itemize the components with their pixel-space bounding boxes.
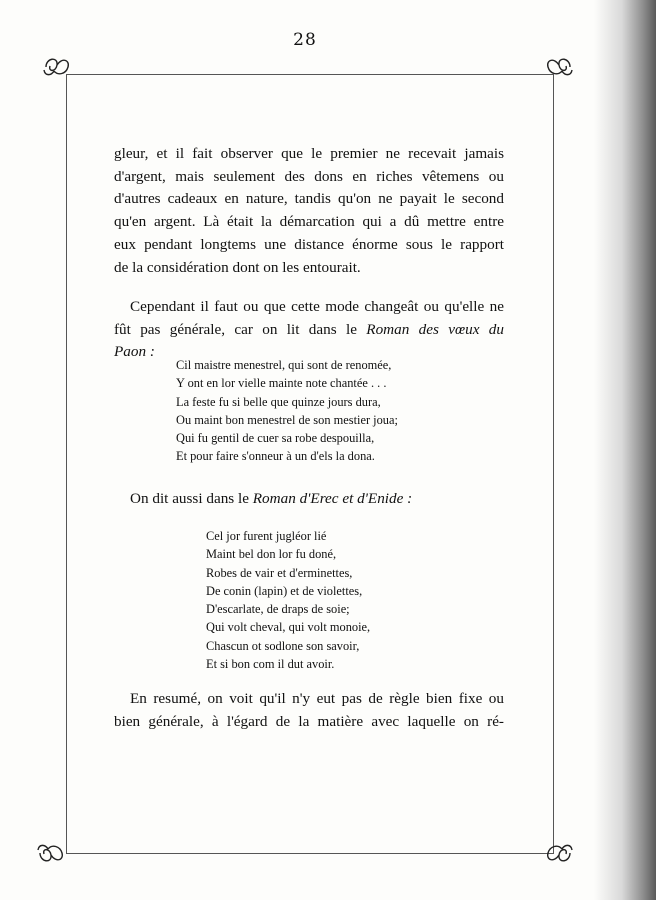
text-line: En resumé, on voit qu'il n'y eut pas de règle bien fixe ou — [130, 690, 504, 707]
verse-line: Y ont en lor vielle mainte note chantée . . . — [176, 376, 387, 391]
verse-quote-1 — [176, 356, 398, 466]
work-title: Paon : — [114, 343, 155, 361]
text-line: d'argent, mais seulement des dons en riches vêtemens ou — [114, 167, 504, 185]
verse-line: Et pour faire s'onneur à un d'els la dona. — [176, 449, 375, 464]
text-line: d'autres cadeaux en nature, tandis qu'on ne payait le second — [114, 190, 504, 208]
paragraph-1 — [114, 143, 504, 279]
verse-line: Chascun ot sodlone son savoir, — [206, 638, 360, 653]
verse-line: Et si bon com il dut avoir. — [206, 657, 335, 672]
page-number: 28 — [293, 30, 317, 50]
verse-line: Qui fu gentil de cuer sa robe despouilla, — [176, 431, 375, 446]
verse-line: Ou maint bon menestrel de son mestier joua; — [176, 412, 398, 427]
corner-flourish-icon — [36, 840, 66, 866]
text-line: bien générale, à l'égard de la matière avec laquelle on ré- — [114, 712, 504, 730]
verse-line: Cel jor furent jugléor lié — [206, 529, 327, 543]
verse-line: Qui volt cheval, qui volt monoie, — [206, 620, 371, 635]
corner-flourish-icon — [42, 54, 72, 80]
text-line: qu'en argent. Là était la démarcation qui a dû mettre entre — [114, 213, 504, 231]
paragraph-3 — [114, 488, 504, 511]
verse-line: Robes de vair et d'erminettes, — [206, 565, 353, 580]
text-line: Cependant il faut ou que cette mode changeât ou qu'elle ne — [130, 298, 504, 315]
verse-line: De conin (lapin) et de violettes, — [206, 583, 363, 598]
work-title: Roman des vœux du — [366, 320, 504, 338]
paragraph-4 — [114, 688, 504, 733]
corner-flourish-icon — [544, 840, 574, 866]
verse-line: Maint bel don lor fu doné, — [206, 547, 337, 562]
work-title: Roman d'Erec et d'Enide : — [252, 490, 413, 507]
verse-quote-2 — [206, 527, 370, 673]
verse-line: La feste fu si belle que quinze jours dura, — [176, 394, 381, 409]
text-line: de la considération dont on les entourait. — [114, 258, 361, 276]
page-edge-shadow — [594, 0, 656, 900]
text-segment: On dit aussi dans le — [130, 490, 253, 507]
text-line: eux pendant longtems une distance énorme sous le rapport — [114, 235, 504, 253]
verse-line: Cil maistre menestrel, qui sont de renomée, — [176, 358, 392, 372]
text-line — [114, 488, 504, 511]
paragraph-2 — [114, 296, 504, 364]
text-segment: fût pas générale, car on lit dans le — [114, 320, 367, 338]
text-line — [114, 319, 504, 342]
text-line: gleur, et il fait observer que le premier ne recevait jamais — [114, 145, 504, 162]
corner-flourish-icon — [544, 54, 574, 80]
verse-line: D'escarlate, de draps de soie; — [206, 602, 350, 617]
